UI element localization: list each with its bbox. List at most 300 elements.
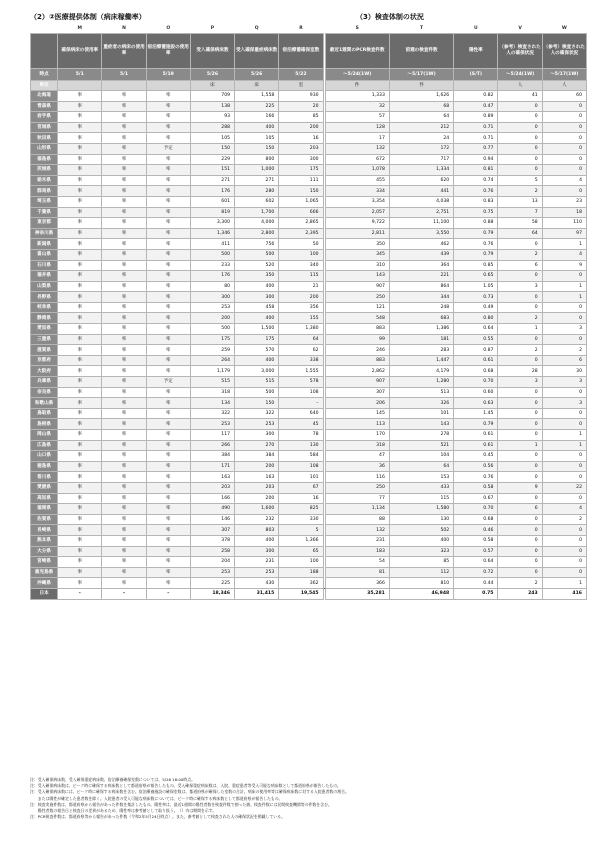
cell-s: 2,811 [325,228,389,239]
cell-o: 率 [146,228,190,239]
cell-s: 231 [325,535,389,546]
cell-n: 率 [102,377,146,388]
column-unit: 床 [235,81,279,91]
column-letter: Q [254,26,259,31]
cell-m: 率 [58,514,102,525]
header-unit-row [31,81,587,91]
cell-o: 率 [146,525,190,536]
cell-p: 378 [190,535,234,546]
cell-m: 率 [58,112,102,123]
cell-v: 0 [498,419,542,430]
cell-u: 0.85 [454,260,498,271]
cell-p: 411 [190,239,234,250]
cell-o: 率 [146,271,190,282]
cell-w: 60 [542,91,586,102]
cell-n: 率 [102,207,146,218]
cell-p: 151 [190,165,234,176]
table-row [31,345,587,356]
column-date: 5/26 [235,69,279,81]
cell-w: 9 [542,260,586,271]
footnote-line: 注：PCR検査件数は、都道府県等から報告があった件数（令和2年5月24日時点）。また、参考値として検査された人の確保状況を掲載している。 [30,814,285,820]
column-header: 宿泊療養施設の使用率 [146,34,190,69]
cell-w: 0 [542,143,586,154]
cell-r: 188 [279,567,323,578]
cell-r: 330 [279,514,323,525]
prefecture-name: 北海道 [31,91,58,102]
cell-r: 50 [279,239,323,250]
cell-t: 68 [389,101,453,112]
table-row [31,535,587,546]
cell-o: 率 [146,440,190,451]
column-date: 5/26 [190,69,234,81]
total-m: – [58,588,102,599]
cell-q: 300 [235,546,279,557]
cell-v: 3 [498,377,542,388]
cell-o: 率 [146,535,190,546]
column-letter: M [77,26,82,31]
cell-o: 率 [146,260,190,271]
cell-o: 率 [146,165,190,176]
cell-n: 率 [102,186,146,197]
cell-r: 200 [279,122,323,133]
prefecture-name: 広島県 [31,440,58,451]
table-row [31,101,587,112]
cell-o: 予定 [146,143,190,154]
cell-p: 500 [190,324,234,335]
cell-v: 0 [498,451,542,462]
column-letter: V [518,26,522,31]
cell-t: 153 [389,472,453,483]
cell-m: 率 [58,271,102,282]
cell-v: 0 [498,302,542,313]
prefecture-name: 沖縄県 [31,578,58,589]
cell-s: 81 [325,567,389,578]
cell-p: 200 [190,313,234,324]
cell-p: 93 [190,112,234,123]
cell-u: 0.55 [454,334,498,345]
cell-q: 384 [235,451,279,462]
table-row [31,461,587,472]
cell-q: 203 [235,482,279,493]
cell-t: 810 [389,578,453,589]
footnote-line: 陽性者数の報告日と検査日の差異があるため、陽性率は参考値として取り扱う。（）内は期間を示す。 [30,808,217,814]
cell-u: 0.94 [454,154,498,165]
column-date: 5/19 [146,69,190,81]
table-row [31,196,587,207]
cell-p: 176 [190,186,234,197]
cell-o: 率 [146,408,190,419]
cell-m: 率 [58,578,102,589]
cell-v: 1 [498,440,542,451]
cell-q: 232 [235,514,279,525]
cell-n: 率 [102,387,146,398]
cell-r: 930 [279,91,323,102]
cell-r: 1,366 [279,535,323,546]
table-row [31,366,587,377]
cell-m: 率 [58,557,102,568]
cell-s: 99 [325,334,389,345]
table-row [31,504,587,515]
cell-u: 0.72 [454,567,498,578]
cell-s: 88 [325,514,389,525]
prefecture-name: 岩手県 [31,112,58,123]
cell-r: 100 [279,557,323,568]
cell-q: 163 [235,472,279,483]
cell-r: 16 [279,133,323,144]
cell-s: 307 [325,387,389,398]
cell-o: 率 [146,313,190,324]
cell-t: 1,580 [389,504,453,515]
cell-u: 0.49 [454,302,498,313]
column-unit [454,81,498,91]
cell-v: 6 [498,504,542,515]
cell-n: 率 [102,239,146,250]
column-header: 宿泊療養確保室数 [279,34,323,69]
cell-q: 1,558 [235,91,279,102]
cell-q: 350 [235,271,279,282]
cell-q: 231 [235,557,279,568]
cell-u: 0.76 [454,186,498,197]
cell-w: 0 [542,313,586,324]
footnote-line: 注：検査実施件数は、都道府県から報告があった件数を集計したもの。陽性率は、最近1週間の陽性者数を検査件数で割った値。検査件数には民間検査機関等の件数を含む。 [30,801,332,807]
cell-u: 0.79 [454,419,498,430]
prefecture-name: 兵庫県 [31,377,58,388]
cell-t: 513 [389,387,453,398]
prefecture-name: 神奈川県 [31,228,58,239]
cell-q: 400 [235,281,279,292]
cell-p: 318 [190,387,234,398]
cell-q: 271 [235,175,279,186]
cell-w: 0 [542,419,586,430]
cell-o: 率 [146,546,190,557]
cell-p: 515 [190,377,234,388]
cell-s: 883 [325,355,389,366]
cell-t: 278 [389,430,453,441]
cell-u: 0.70 [454,504,498,515]
cell-s: 77 [325,493,389,504]
cell-r: 200 [279,292,323,303]
prefecture-name: 東京都 [31,218,58,229]
table-row [31,334,587,345]
cell-s: 54 [325,557,389,568]
cell-u: 0.79 [454,249,498,260]
cell-m: 率 [58,239,102,250]
cell-t: 717 [389,154,453,165]
total-t: 46,948 [389,588,453,599]
column-header: （参考）検査された人の確保状況 [498,34,542,69]
cell-o: 率 [146,218,190,229]
prefecture-name: 宮崎県 [31,557,58,568]
prefecture-name: 群馬県 [31,186,58,197]
cell-w: 0 [542,112,586,123]
cell-t: 3,550 [389,228,453,239]
cell-w: 0 [542,557,586,568]
cell-o: 率 [146,514,190,525]
cell-m: 率 [58,504,102,515]
prefecture-name: 山口県 [31,451,58,462]
cell-v: 0 [498,355,542,366]
prefecture-name: 京都府 [31,355,58,366]
footnote-line: 注：受入確保病床数、受入確保重症病床数、宿泊療養確保室数については、5/26 18:00時点。 [30,777,196,782]
cell-v: 13 [498,196,542,207]
cell-q: 602 [235,196,279,207]
table-row [31,133,587,144]
cell-w: 0 [542,186,586,197]
cell-q: 225 [235,101,279,112]
cell-w: 0 [542,302,586,313]
cell-n: 率 [102,218,146,229]
cell-o: 率 [146,451,190,462]
cell-m: 率 [58,154,102,165]
cell-n: 率 [102,91,146,102]
cell-v: 0 [498,567,542,578]
prefecture-name: 愛知県 [31,324,58,335]
cell-s: 206 [325,398,389,409]
cell-s: 17 [325,133,389,144]
prefecture-name: 長崎県 [31,525,58,536]
column-header: 陽性率 [454,34,498,69]
cell-o: 率 [146,175,190,186]
cell-m: 率 [58,493,102,504]
cell-s: 183 [325,546,389,557]
column-unit: 人 [498,81,542,91]
cell-p: 253 [190,567,234,578]
table-row [31,292,587,303]
cell-t: 1,447 [389,355,453,366]
total-u: 0.75 [454,588,498,599]
table-row [31,578,587,589]
cell-u: 0.75 [454,207,498,218]
cell-v: 0 [498,122,542,133]
total-p: 18,346 [190,588,234,599]
prefecture-name: 大分県 [31,546,58,557]
cell-m: 率 [58,366,102,377]
table-row [31,218,587,229]
cell-q: 3,000 [235,366,279,377]
column-date: ～5/17(1W) [389,69,453,81]
cell-p: 176 [190,271,234,282]
cell-r: 130 [279,440,323,451]
column-header: 重症者の病床の使用率 [102,34,146,69]
total-o: – [146,588,190,599]
cell-p: 225 [190,578,234,589]
prefecture-name: 佐賀県 [31,514,58,525]
cell-n: 率 [102,546,146,557]
total-r: 19,545 [279,588,323,599]
cell-s: 1,078 [325,165,389,176]
cell-n: 率 [102,430,146,441]
cell-w: 0 [542,567,586,578]
cell-r: 356 [279,302,323,313]
cell-o: 率 [146,366,190,377]
cell-w: 2 [542,345,586,356]
cell-v: 0 [498,239,542,250]
cell-t: 620 [389,175,453,186]
cell-n: 率 [102,451,146,462]
cell-t: 521 [389,440,453,451]
cell-v: 0 [498,334,542,345]
cell-o: 率 [146,154,190,165]
cell-v: 0 [498,535,542,546]
cell-u: 0.46 [454,525,498,536]
cell-m: 率 [58,355,102,366]
cell-m: 率 [58,196,102,207]
corner-cell [31,34,58,69]
cell-s: 672 [325,154,389,165]
cell-o: 率 [146,398,190,409]
cell-w: 3 [542,398,586,409]
cell-n: 率 [102,557,146,568]
date-row-label: 時点 [31,69,58,81]
table-row [31,472,587,483]
cell-r: 1,555 [279,366,323,377]
cell-w: 0 [542,546,586,557]
unit-row-label: 単位 [31,81,58,91]
cell-m: 率 [58,430,102,441]
cell-p: 138 [190,101,234,112]
cell-s: 907 [325,281,389,292]
cell-r: 111 [279,175,323,186]
cell-n: 率 [102,271,146,282]
cell-w: 18 [542,207,586,218]
cell-n: 率 [102,175,146,186]
table-row [31,567,587,578]
cell-t: 502 [389,525,453,536]
cell-n: 率 [102,101,146,112]
cell-p: 117 [190,430,234,441]
cell-m: 率 [58,408,102,419]
cell-q: 300 [235,292,279,303]
cell-s: 1,333 [325,91,389,102]
cell-n: 率 [102,292,146,303]
cell-t: 248 [389,302,453,313]
cell-n: 率 [102,112,146,123]
cell-t: 112 [389,567,453,578]
cell-m: 率 [58,302,102,313]
prefecture-name: 宮城県 [31,122,58,133]
cell-s: 345 [325,249,389,260]
cell-r: 362 [279,578,323,589]
cell-o: 率 [146,91,190,102]
cell-v: 64 [498,228,542,239]
cell-u: 1.05 [454,281,498,292]
column-header: 受入確保病床数 [190,34,234,69]
cell-w: 110 [542,218,586,229]
cell-m: 率 [58,143,102,154]
cell-s: 145 [325,408,389,419]
cell-s: 246 [325,345,389,356]
cell-t: 1,386 [389,324,453,335]
cell-q: 430 [235,578,279,589]
cell-v: 0 [498,461,542,472]
cell-s: 132 [325,143,389,154]
cell-s: 128 [325,122,389,133]
cell-q: 400 [235,313,279,324]
column-letter: P [210,26,215,31]
cell-w: 0 [542,472,586,483]
cell-t: 1,626 [389,91,453,102]
cell-o: 率 [146,334,190,345]
column-unit [146,81,190,91]
cell-q: 800 [235,154,279,165]
cell-s: 3,354 [325,196,389,207]
header-date-row [31,69,587,81]
cell-v: 7 [498,207,542,218]
table-row [31,186,587,197]
cell-r: 108 [279,461,323,472]
cell-n: 率 [102,504,146,515]
cell-s: 2,057 [325,207,389,218]
prefecture-table [30,24,587,600]
cell-m: 率 [58,535,102,546]
table-row [31,143,587,154]
cell-r: 203 [279,143,323,154]
cell-v: 0 [498,408,542,419]
cell-w: 1 [542,440,586,451]
cell-s: 366 [325,578,389,589]
cell-r: 16 [279,493,323,504]
cell-v: 28 [498,366,542,377]
cell-w: 1 [542,430,586,441]
prefecture-name: 鹿児島県 [31,567,58,578]
cell-s: 143 [325,271,389,282]
cell-n: 率 [102,535,146,546]
cell-w: 3 [542,377,586,388]
cell-r: 640 [279,408,323,419]
cell-r: 2,865 [279,218,323,229]
cell-m: 率 [58,218,102,229]
cell-w: 4 [542,249,586,260]
cell-t: 172 [389,143,453,154]
cell-m: 率 [58,387,102,398]
cell-o: 率 [146,355,190,366]
cell-p: 709 [190,91,234,102]
prefecture-name: 三重県 [31,334,58,345]
cell-s: 250 [325,482,389,493]
column-date: 5/1 [102,69,146,81]
column-header: （参考）検査された人の確保状況 [542,34,586,69]
column-unit: 室 [279,81,323,91]
table-row [31,112,587,123]
cell-o: 率 [146,133,190,144]
prefecture-name: 香川県 [31,472,58,483]
cell-r: 825 [279,504,323,515]
table-row [31,207,587,218]
cell-o: 率 [146,239,190,250]
cell-p: 288 [190,122,234,133]
cell-p: 253 [190,419,234,430]
table-row [31,387,587,398]
cell-v: 0 [498,493,542,504]
cell-w: 0 [542,408,586,419]
table-row [31,271,587,282]
prefecture-name: 福岡県 [31,504,58,515]
table-row [31,377,587,388]
total-row [31,588,587,599]
cell-r: 2,395 [279,228,323,239]
total-v: 243 [498,588,542,599]
cell-p: 253 [190,302,234,313]
cell-n: 率 [102,133,146,144]
cell-m: 率 [58,207,102,218]
cell-m: 率 [58,546,102,557]
table-row [31,302,587,313]
column-letter: T [420,26,424,31]
cell-v: 6 [498,260,542,271]
cell-t: 212 [389,122,453,133]
prefecture-name: 富山県 [31,249,58,260]
prefecture-name: 岐阜県 [31,302,58,313]
